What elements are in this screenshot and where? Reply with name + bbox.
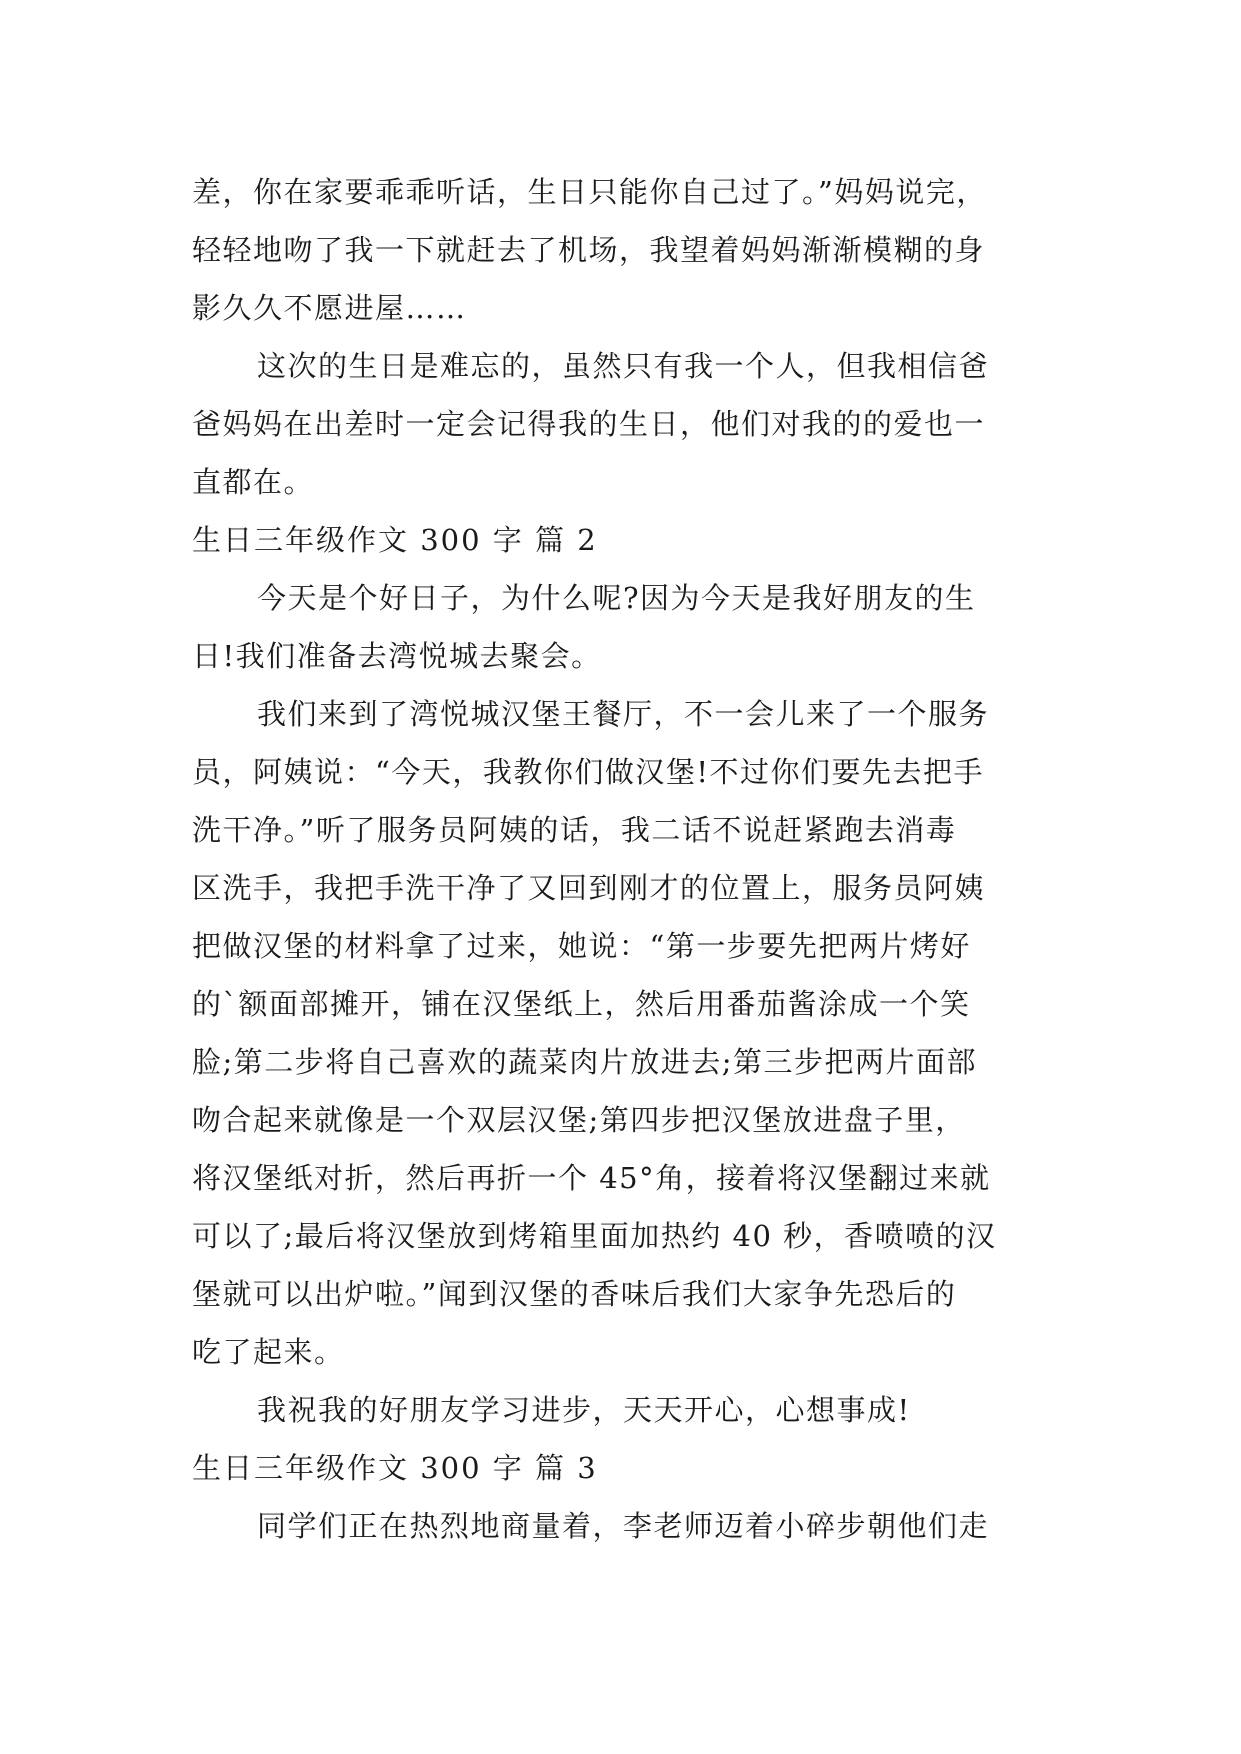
- text-line: 影久久不愿进屋……: [192, 291, 467, 325]
- text-line: 可以了;最后将汉堡放到烤箱里面加热约 40 秒，香喷喷的汉: [192, 1219, 997, 1253]
- text-line: 脸;第二步将自己喜欢的蔬菜肉片放进去;第三步把两片面部: [192, 1045, 978, 1079]
- text-line: 洗干净。”听了服务员阿姨的话，我二话不说赶紧跑去消毒: [192, 813, 957, 847]
- text-line: 把做汉堡的材料拿了过来，她说：“第一步要先把两片烤好: [192, 929, 971, 963]
- text-line: 区洗手，我把手洗干净了又回到刚才的位置上，服务员阿姨: [192, 871, 986, 905]
- document-body: [192, 163, 1060, 1555]
- text-line: 的`额面部摊开，铺在汉堡纸上，然后用番茄酱涂成一个笑: [192, 987, 971, 1021]
- text-line: 今天是个好日子，为什么呢?因为今天是我好朋友的生: [257, 581, 976, 615]
- text-line: 我祝我的好朋友学习进步，天天开心，心想事成!: [257, 1393, 911, 1427]
- text-line: 我们来到了湾悦城汉堡王餐厅，不一会儿来了一个服务: [257, 697, 990, 731]
- text-line: 日!我们准备去湾悦城去聚会。: [192, 639, 602, 673]
- text-line: 同学们正在热烈地商量着，李老师迈着小碎步朝他们走: [257, 1509, 990, 1543]
- text-line: 员，阿姨说：“今天，我教你们做汉堡!不过你们要先去把手: [192, 755, 984, 789]
- text-line: 吻合起来就像是一个双层汉堡;第四步把汉堡放进盘子里，: [192, 1103, 966, 1137]
- text-line: 这次的生日是难忘的，虽然只有我一个人，但我相信爸: [257, 349, 990, 383]
- text-line: 差，你在家要乖乖听话，生日只能你自己过了。”妈妈说完，: [192, 175, 987, 209]
- section-heading: 生日三年级作文 300 字 篇 2: [192, 523, 598, 557]
- text-line: 将汉堡纸对折，然后再折一个 45°角，接着将汉堡翻过来就: [192, 1161, 991, 1195]
- section-heading: 生日三年级作文 300 字 篇 3: [192, 1451, 598, 1485]
- text-line: 堡就可以出炉啦。”闻到汉堡的香味后我们大家争先恐后的: [192, 1277, 957, 1311]
- text-line: 爸妈妈在出差时一定会记得我的生日，他们对我的的爱也一: [192, 407, 986, 441]
- text-line: 轻轻地吻了我一下就赶去了机场，我望着妈妈渐渐模糊的身: [192, 233, 986, 267]
- text-line: 吃了起来。: [192, 1335, 345, 1369]
- text-line: 直都在。: [192, 465, 315, 499]
